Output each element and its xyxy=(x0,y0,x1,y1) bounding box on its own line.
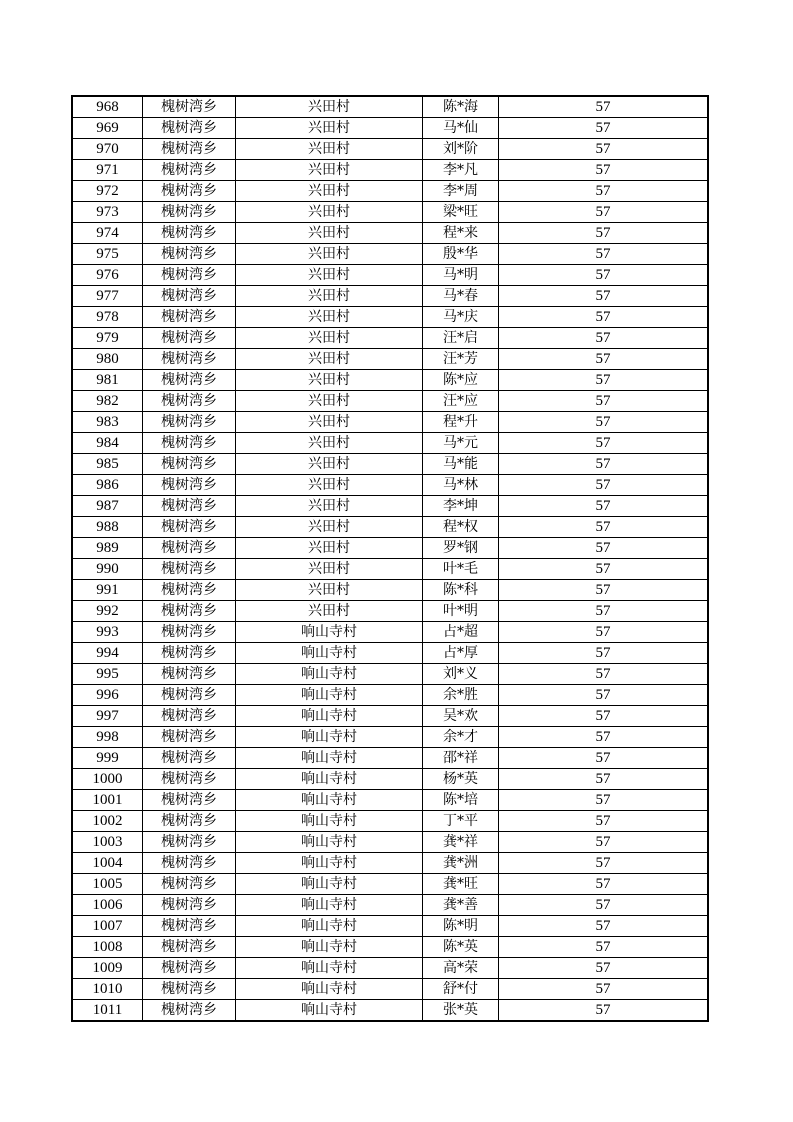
name-cell: 殷*华 xyxy=(423,244,499,265)
township-cell: 槐树湾乡 xyxy=(143,706,236,727)
name-cell: 马*元 xyxy=(423,433,499,454)
row-number-cell: 1007 xyxy=(73,916,143,937)
row-number-cell: 997 xyxy=(73,706,143,727)
value-cell: 57 xyxy=(499,328,708,349)
name-cell: 杨*英 xyxy=(423,769,499,790)
value-cell: 57 xyxy=(499,769,708,790)
row-number-cell: 968 xyxy=(73,97,143,118)
table-row xyxy=(73,118,708,139)
village-cell: 兴田村 xyxy=(236,391,423,412)
value-cell: 57 xyxy=(499,181,708,202)
village-cell: 兴田村 xyxy=(236,538,423,559)
row-number-cell: 991 xyxy=(73,580,143,601)
row-number-cell: 1011 xyxy=(73,1000,143,1021)
name-cell: 刘*义 xyxy=(423,664,499,685)
row-number-cell: 977 xyxy=(73,286,143,307)
name-cell: 龚*善 xyxy=(423,895,499,916)
row-number-cell: 1004 xyxy=(73,853,143,874)
value-cell: 57 xyxy=(499,979,708,1000)
table-row xyxy=(73,853,708,874)
name-cell: 龚*旺 xyxy=(423,874,499,895)
value-cell: 57 xyxy=(499,958,708,979)
row-number-cell: 986 xyxy=(73,475,143,496)
value-cell: 57 xyxy=(499,790,708,811)
value-cell: 57 xyxy=(499,685,708,706)
value-cell: 57 xyxy=(499,160,708,181)
village-cell: 响山寺村 xyxy=(236,748,423,769)
table-row xyxy=(73,874,708,895)
township-cell: 槐树湾乡 xyxy=(143,622,236,643)
name-cell: 占*厚 xyxy=(423,643,499,664)
row-number-cell: 983 xyxy=(73,412,143,433)
row-number-cell: 982 xyxy=(73,391,143,412)
township-cell: 槐树湾乡 xyxy=(143,979,236,1000)
table-row xyxy=(73,202,708,223)
table-row xyxy=(73,139,708,160)
table-row xyxy=(73,559,708,580)
name-cell: 叶*毛 xyxy=(423,559,499,580)
value-cell: 57 xyxy=(499,895,708,916)
roster-table-body xyxy=(73,97,708,1021)
village-cell: 兴田村 xyxy=(236,97,423,118)
value-cell: 57 xyxy=(499,811,708,832)
table-row xyxy=(73,958,708,979)
table-row xyxy=(73,727,708,748)
village-cell: 兴田村 xyxy=(236,370,423,391)
row-number-cell: 994 xyxy=(73,643,143,664)
table-row xyxy=(73,160,708,181)
township-cell: 槐树湾乡 xyxy=(143,370,236,391)
table-row xyxy=(73,433,708,454)
township-cell: 槐树湾乡 xyxy=(143,160,236,181)
township-cell: 槐树湾乡 xyxy=(143,601,236,622)
table-row xyxy=(73,706,708,727)
township-cell: 槐树湾乡 xyxy=(143,895,236,916)
name-cell: 陈*应 xyxy=(423,370,499,391)
village-cell: 兴田村 xyxy=(236,244,423,265)
name-cell: 梁*旺 xyxy=(423,202,499,223)
township-cell: 槐树湾乡 xyxy=(143,307,236,328)
township-cell: 槐树湾乡 xyxy=(143,1000,236,1021)
village-cell: 响山寺村 xyxy=(236,979,423,1000)
table-row xyxy=(73,811,708,832)
name-cell: 汪*启 xyxy=(423,328,499,349)
name-cell: 龚*祥 xyxy=(423,832,499,853)
table-row xyxy=(73,790,708,811)
row-number-cell: 972 xyxy=(73,181,143,202)
table-row xyxy=(73,832,708,853)
township-cell: 槐树湾乡 xyxy=(143,559,236,580)
name-cell: 李*凡 xyxy=(423,160,499,181)
row-number-cell: 969 xyxy=(73,118,143,139)
name-cell: 刘*阶 xyxy=(423,139,499,160)
table-row xyxy=(73,538,708,559)
value-cell: 57 xyxy=(499,601,708,622)
village-cell: 响山寺村 xyxy=(236,895,423,916)
village-cell: 兴田村 xyxy=(236,265,423,286)
value-cell: 57 xyxy=(499,412,708,433)
name-cell: 汪*应 xyxy=(423,391,499,412)
row-number-cell: 995 xyxy=(73,664,143,685)
value-cell: 57 xyxy=(499,937,708,958)
row-number-cell: 975 xyxy=(73,244,143,265)
row-number-cell: 990 xyxy=(73,559,143,580)
township-cell: 槐树湾乡 xyxy=(143,748,236,769)
table-row xyxy=(73,181,708,202)
table-row xyxy=(73,580,708,601)
village-cell: 兴田村 xyxy=(236,559,423,580)
township-cell: 槐树湾乡 xyxy=(143,538,236,559)
row-number-cell: 987 xyxy=(73,496,143,517)
township-cell: 槐树湾乡 xyxy=(143,937,236,958)
value-cell: 57 xyxy=(499,643,708,664)
value-cell: 57 xyxy=(499,874,708,895)
name-cell: 高*荣 xyxy=(423,958,499,979)
name-cell: 陈*英 xyxy=(423,937,499,958)
table-row xyxy=(73,937,708,958)
village-cell: 响山寺村 xyxy=(236,958,423,979)
village-cell: 兴田村 xyxy=(236,580,423,601)
value-cell: 57 xyxy=(499,496,708,517)
name-cell: 占*超 xyxy=(423,622,499,643)
village-cell: 兴田村 xyxy=(236,496,423,517)
value-cell: 57 xyxy=(499,265,708,286)
name-cell: 马*能 xyxy=(423,454,499,475)
table-row xyxy=(73,979,708,1000)
township-cell: 槐树湾乡 xyxy=(143,832,236,853)
row-number-cell: 985 xyxy=(73,454,143,475)
table-row xyxy=(73,643,708,664)
value-cell: 57 xyxy=(499,97,708,118)
township-cell: 槐树湾乡 xyxy=(143,433,236,454)
village-cell: 兴田村 xyxy=(236,328,423,349)
name-cell: 张*英 xyxy=(423,1000,499,1021)
row-number-cell: 1010 xyxy=(73,979,143,1000)
value-cell: 57 xyxy=(499,1000,708,1021)
name-cell: 吴*欢 xyxy=(423,706,499,727)
township-cell: 槐树湾乡 xyxy=(143,244,236,265)
name-cell: 丁*平 xyxy=(423,811,499,832)
township-cell: 槐树湾乡 xyxy=(143,118,236,139)
row-number-cell: 998 xyxy=(73,727,143,748)
village-cell: 响山寺村 xyxy=(236,622,423,643)
value-cell: 57 xyxy=(499,433,708,454)
row-number-cell: 1003 xyxy=(73,832,143,853)
row-number-cell: 1008 xyxy=(73,937,143,958)
value-cell: 57 xyxy=(499,916,708,937)
table-row xyxy=(73,412,708,433)
table-row xyxy=(73,244,708,265)
township-cell: 槐树湾乡 xyxy=(143,454,236,475)
table-row xyxy=(73,895,708,916)
village-cell: 响山寺村 xyxy=(236,769,423,790)
township-cell: 槐树湾乡 xyxy=(143,412,236,433)
table-row xyxy=(73,223,708,244)
village-cell: 兴田村 xyxy=(236,433,423,454)
township-cell: 槐树湾乡 xyxy=(143,958,236,979)
row-number-cell: 978 xyxy=(73,307,143,328)
village-cell: 响山寺村 xyxy=(236,811,423,832)
name-cell: 邵*祥 xyxy=(423,748,499,769)
value-cell: 57 xyxy=(499,559,708,580)
village-cell: 兴田村 xyxy=(236,601,423,622)
row-number-cell: 976 xyxy=(73,265,143,286)
name-cell: 龚*洲 xyxy=(423,853,499,874)
table-row xyxy=(73,97,708,118)
township-cell: 槐树湾乡 xyxy=(143,202,236,223)
township-cell: 槐树湾乡 xyxy=(143,391,236,412)
row-number-cell: 1006 xyxy=(73,895,143,916)
table-row xyxy=(73,454,708,475)
village-cell: 兴田村 xyxy=(236,139,423,160)
name-cell: 罗*钢 xyxy=(423,538,499,559)
village-cell: 响山寺村 xyxy=(236,643,423,664)
township-cell: 槐树湾乡 xyxy=(143,181,236,202)
value-cell: 57 xyxy=(499,727,708,748)
village-cell: 响山寺村 xyxy=(236,664,423,685)
name-cell: 余*胜 xyxy=(423,685,499,706)
township-cell: 槐树湾乡 xyxy=(143,853,236,874)
value-cell: 57 xyxy=(499,853,708,874)
table-row xyxy=(73,622,708,643)
name-cell: 叶*明 xyxy=(423,601,499,622)
value-cell: 57 xyxy=(499,139,708,160)
value-cell: 57 xyxy=(499,118,708,139)
township-cell: 槐树湾乡 xyxy=(143,328,236,349)
value-cell: 57 xyxy=(499,349,708,370)
row-number-cell: 988 xyxy=(73,517,143,538)
table-row xyxy=(73,1000,708,1021)
row-number-cell: 981 xyxy=(73,370,143,391)
value-cell: 57 xyxy=(499,286,708,307)
name-cell: 陈*明 xyxy=(423,916,499,937)
name-cell: 陈*海 xyxy=(423,97,499,118)
village-cell: 兴田村 xyxy=(236,202,423,223)
name-cell: 李*坤 xyxy=(423,496,499,517)
row-number-cell: 1009 xyxy=(73,958,143,979)
table-row xyxy=(73,685,708,706)
value-cell: 57 xyxy=(499,244,708,265)
value-cell: 57 xyxy=(499,748,708,769)
village-cell: 兴田村 xyxy=(236,412,423,433)
township-cell: 槐树湾乡 xyxy=(143,790,236,811)
row-number-cell: 980 xyxy=(73,349,143,370)
value-cell: 57 xyxy=(499,706,708,727)
village-cell: 兴田村 xyxy=(236,307,423,328)
row-number-cell: 973 xyxy=(73,202,143,223)
row-number-cell: 1005 xyxy=(73,874,143,895)
table-row xyxy=(73,391,708,412)
table-row xyxy=(73,916,708,937)
value-cell: 57 xyxy=(499,580,708,601)
township-cell: 槐树湾乡 xyxy=(143,580,236,601)
village-cell: 响山寺村 xyxy=(236,1000,423,1021)
table-row xyxy=(73,769,708,790)
row-number-cell: 999 xyxy=(73,748,143,769)
row-number-cell: 974 xyxy=(73,223,143,244)
township-cell: 槐树湾乡 xyxy=(143,769,236,790)
row-number-cell: 984 xyxy=(73,433,143,454)
value-cell: 57 xyxy=(499,475,708,496)
name-cell: 余*才 xyxy=(423,727,499,748)
row-number-cell: 1000 xyxy=(73,769,143,790)
row-number-cell: 971 xyxy=(73,160,143,181)
village-cell: 响山寺村 xyxy=(236,706,423,727)
table-row xyxy=(73,370,708,391)
name-cell: 舒*付 xyxy=(423,979,499,1000)
village-cell: 兴田村 xyxy=(236,349,423,370)
row-number-cell: 1002 xyxy=(73,811,143,832)
table-row xyxy=(73,328,708,349)
name-cell: 程*升 xyxy=(423,412,499,433)
name-cell: 马*仙 xyxy=(423,118,499,139)
township-cell: 槐树湾乡 xyxy=(143,223,236,244)
township-cell: 槐树湾乡 xyxy=(143,286,236,307)
village-cell: 响山寺村 xyxy=(236,853,423,874)
name-cell: 程*来 xyxy=(423,223,499,244)
township-cell: 槐树湾乡 xyxy=(143,139,236,160)
village-cell: 响山寺村 xyxy=(236,916,423,937)
table-row xyxy=(73,517,708,538)
township-cell: 槐树湾乡 xyxy=(143,265,236,286)
name-cell: 李*周 xyxy=(423,181,499,202)
village-cell: 响山寺村 xyxy=(236,874,423,895)
value-cell: 57 xyxy=(499,832,708,853)
township-cell: 槐树湾乡 xyxy=(143,643,236,664)
table-row xyxy=(73,748,708,769)
value-cell: 57 xyxy=(499,223,708,244)
name-cell: 陈*科 xyxy=(423,580,499,601)
table-row xyxy=(73,349,708,370)
village-cell: 兴田村 xyxy=(236,475,423,496)
township-cell: 槐树湾乡 xyxy=(143,349,236,370)
row-number-cell: 979 xyxy=(73,328,143,349)
table-row xyxy=(73,286,708,307)
village-cell: 兴田村 xyxy=(236,454,423,475)
value-cell: 57 xyxy=(499,622,708,643)
village-cell: 兴田村 xyxy=(236,160,423,181)
value-cell: 57 xyxy=(499,538,708,559)
table-row xyxy=(73,496,708,517)
village-cell: 响山寺村 xyxy=(236,685,423,706)
village-cell: 响山寺村 xyxy=(236,832,423,853)
row-number-cell: 989 xyxy=(73,538,143,559)
township-cell: 槐树湾乡 xyxy=(143,811,236,832)
table-row xyxy=(73,307,708,328)
table-row xyxy=(73,664,708,685)
value-cell: 57 xyxy=(499,391,708,412)
village-cell: 兴田村 xyxy=(236,286,423,307)
village-cell: 响山寺村 xyxy=(236,937,423,958)
name-cell: 汪*芳 xyxy=(423,349,499,370)
value-cell: 57 xyxy=(499,202,708,223)
name-cell: 马*明 xyxy=(423,265,499,286)
name-cell: 马*庆 xyxy=(423,307,499,328)
value-cell: 57 xyxy=(499,370,708,391)
row-number-cell: 1001 xyxy=(73,790,143,811)
township-cell: 槐树湾乡 xyxy=(143,97,236,118)
village-cell: 响山寺村 xyxy=(236,790,423,811)
table-row xyxy=(73,601,708,622)
township-cell: 槐树湾乡 xyxy=(143,727,236,748)
row-number-cell: 992 xyxy=(73,601,143,622)
village-cell: 响山寺村 xyxy=(236,727,423,748)
village-cell: 兴田村 xyxy=(236,517,423,538)
value-cell: 57 xyxy=(499,454,708,475)
table-row xyxy=(73,475,708,496)
row-number-cell: 993 xyxy=(73,622,143,643)
township-cell: 槐树湾乡 xyxy=(143,517,236,538)
value-cell: 57 xyxy=(499,517,708,538)
township-cell: 槐树湾乡 xyxy=(143,475,236,496)
village-cell: 兴田村 xyxy=(236,118,423,139)
name-cell: 马*林 xyxy=(423,475,499,496)
row-number-cell: 996 xyxy=(73,685,143,706)
name-cell: 陈*培 xyxy=(423,790,499,811)
roster-table xyxy=(72,96,708,1021)
village-cell: 兴田村 xyxy=(236,181,423,202)
value-cell: 57 xyxy=(499,664,708,685)
township-cell: 槐树湾乡 xyxy=(143,916,236,937)
value-cell: 57 xyxy=(499,307,708,328)
village-cell: 兴田村 xyxy=(236,223,423,244)
name-cell: 程*权 xyxy=(423,517,499,538)
township-cell: 槐树湾乡 xyxy=(143,874,236,895)
table-row xyxy=(73,265,708,286)
township-cell: 槐树湾乡 xyxy=(143,664,236,685)
name-cell: 马*春 xyxy=(423,286,499,307)
township-cell: 槐树湾乡 xyxy=(143,496,236,517)
township-cell: 槐树湾乡 xyxy=(143,685,236,706)
row-number-cell: 970 xyxy=(73,139,143,160)
